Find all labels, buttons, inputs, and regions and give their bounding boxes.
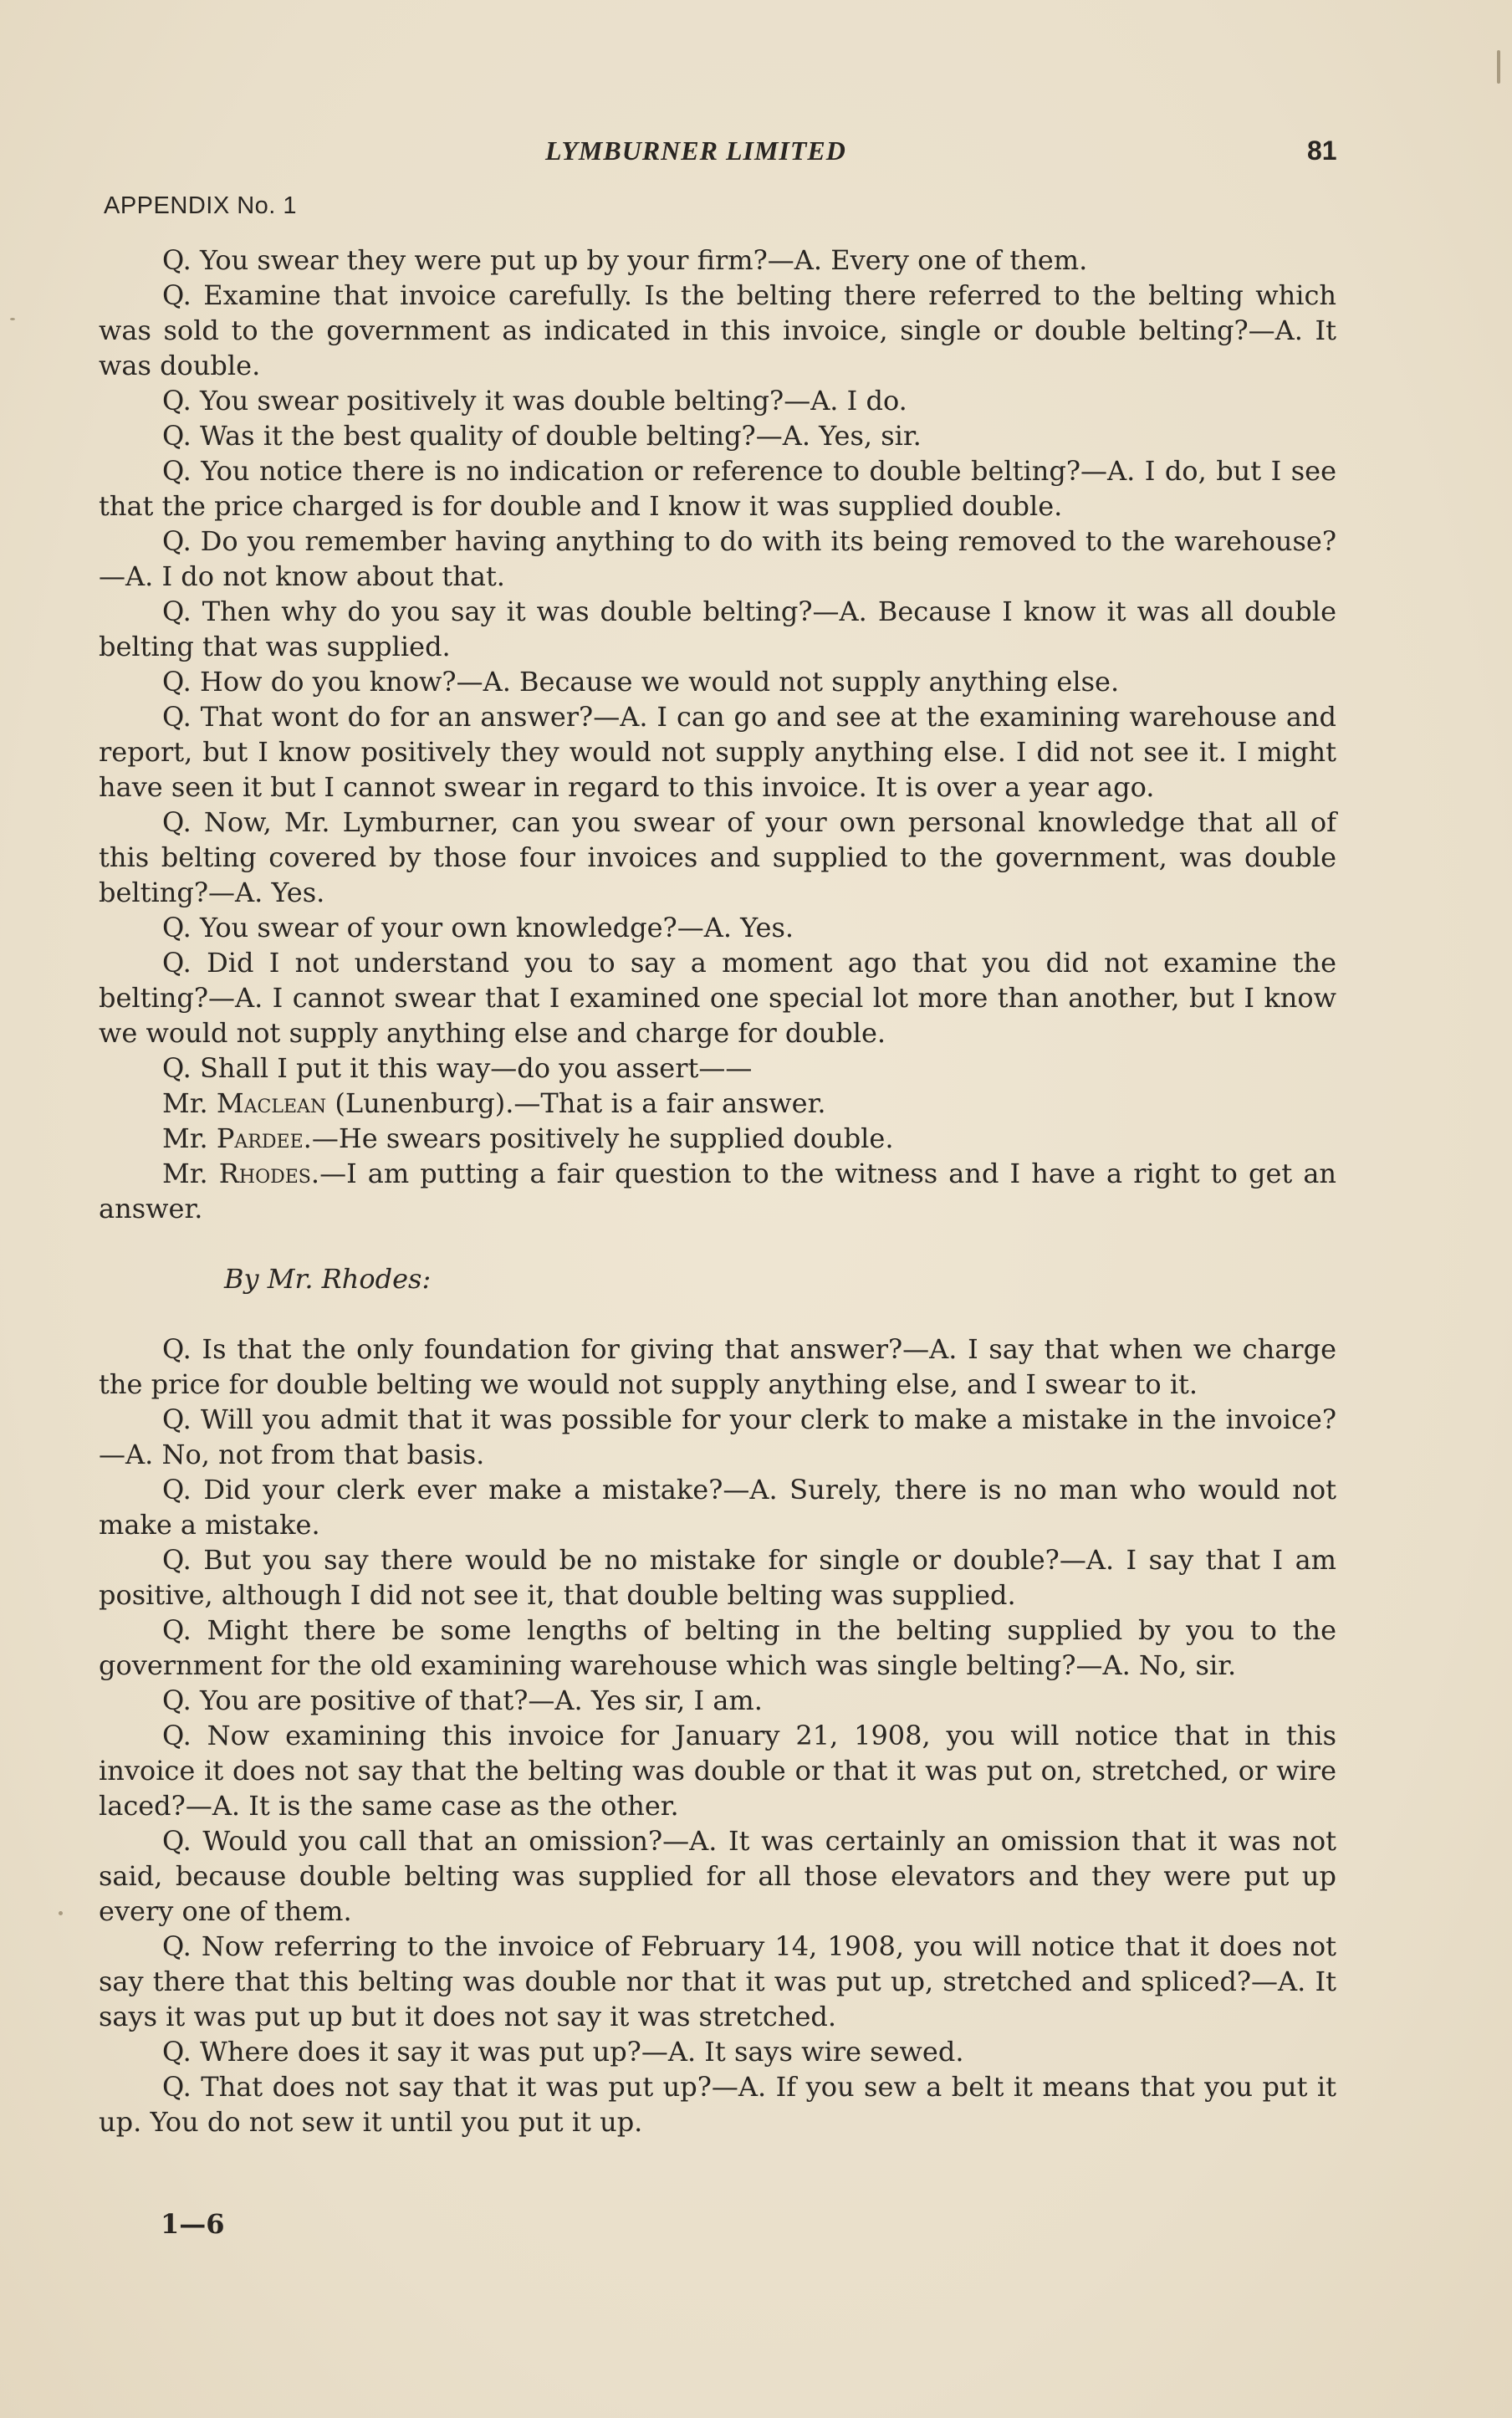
speaker-name: Maclean: [216, 1087, 327, 1119]
paragraph: Q. Will you admit that it was possible for your clerk to make a mistake in the invoice?—A. No, not from that basis.: [99, 1403, 1336, 1470]
paragraph: Q. Is that the only foundation for giving that answer?—A. I say that when we charge the price for double belting we would not supply anything else, and I swear to it.: [99, 1333, 1336, 1400]
paragraph: Q. You notice there is no indication or reference to double belting?—A. I do, but I see that the price charged is for double and I know it was supplied double.: [99, 455, 1336, 522]
paragraph: Q. Did your clerk ever make a mistake?—A. Surely, there is no man who would not make a mistake.: [99, 1474, 1336, 1541]
paper-speck: [10, 318, 15, 320]
signature-mark: 1—6: [161, 2208, 225, 2240]
paragraph: Q. Shall I put it this way—do you assert——: [162, 1052, 753, 1084]
paper-speck: [59, 1911, 63, 1915]
paragraph: Q. Now examining this invoice for January 21, 1908, you will notice that in this invoice it does not say that the belting was double or that it was put on, stretched, or wire laced?—A. It is the same case as the other.: [99, 1720, 1336, 1822]
paragraph: Q. You swear they were put up by your firm?—A. Every one of them.: [162, 244, 1088, 276]
running-title: LYMBURNER LIMITED: [545, 135, 846, 166]
speaker-text: .—I am putting a fair question to the witness and I have a right to get an answer.: [99, 1158, 1337, 1224]
speaker-paragraph: [99, 1156, 1336, 1226]
paragraph: Q. Would you call that an omission?—A. It was certainly an omission that it was not said, because double belting was supplied for all those elevators and they were put up every one of them.: [99, 1825, 1336, 1927]
section-heading: By Mr. Rhodes:: [224, 1263, 432, 1295]
speaker-paragraph: [99, 1086, 1336, 1121]
paragraph: Q. Then why do you say it was double belting?—A. Because I know it was all double belting that was supplied.: [99, 596, 1336, 662]
paragraph: Q. Examine that invoice carefully. Is the belting there referred to the belting which was sold to the government as indicated in this invoice, single or double belting?—A. It was double.: [99, 279, 1336, 381]
speaker-name: Rhodes: [218, 1158, 311, 1189]
body-text: [99, 243, 1336, 2139]
paragraph: Q. But you say there would be no mistake for single or double?—A. I say that I am positive, although I did not see it, that double belting was supplied.: [99, 1544, 1336, 1611]
paper-speck: [1497, 50, 1500, 84]
paragraph: Q. You are positive of that?—A. Yes sir, I am.: [162, 1684, 763, 1716]
paragraph: Q. Did I not understand you to say a moment ago that you did not examine the belting?—A. I cannot swear that I examined one special lot more than another, but I know we would not supply anything else and charge for double.: [99, 947, 1336, 1049]
paragraph: Q. Was it the best quality of double belting?—A. Yes, sir.: [162, 420, 922, 452]
speaker-prefix: Mr.: [162, 1122, 217, 1154]
paragraph: Q. Now referring to the invoice of February 14, 1908, you will notice that it does not say there that this belting was double nor that it was put up, stretched and spliced?—A. It says it was put up but it does not say it was stretched.: [99, 1930, 1336, 2032]
paragraph: Q. Where does it say it was put up?—A. It says wire sewed.: [162, 2036, 964, 2068]
appendix-label: APPENDIX No. 1: [104, 192, 298, 219]
speaker-text: .—He swears positively he supplied double.: [303, 1122, 894, 1154]
paragraph: Q. That wont do for an answer?—A. I can go and see at the examining warehouse and report, but I know positively they would not supply anything else. I did not see it. I might have seen it but I cannot swear in regard to this invoice. It is over a year ago.: [99, 701, 1336, 803]
paragraph: Q. How do you know?—A. Because we would not supply anything else.: [162, 666, 1120, 698]
speaker-text: (Lunenburg).—That is a fair answer.: [326, 1087, 826, 1119]
paragraph: Q. Now, Mr. Lymburner, can you swear of your own personal knowledge that all of this belting covered by those four invoices and supplied to the government, was double belting?—A. Yes.: [99, 806, 1336, 908]
paragraph: Q. Do you remember having anything to do with its being removed to the warehouse?—A. I do not know about that.: [99, 525, 1336, 592]
speaker-name: Pardee: [216, 1122, 304, 1154]
paragraph: Q. That does not say that it was put up?—A. If you sew a belt it means that you put it up. You do not sew it until you put it up.: [99, 2071, 1336, 2138]
page-number: 81: [1307, 135, 1337, 166]
paragraph: Q. Might there be some lengths of belting in the belting supplied by you to the government for the old examining warehouse which was single belting?—A. No, sir.: [99, 1614, 1336, 1681]
speaker-prefix: Mr.: [162, 1087, 217, 1119]
paragraph: Q. You swear of your own knowledge?—A. Yes.: [162, 912, 794, 943]
paragraph: Q. You swear positively it was double belting?—A. I do.: [162, 385, 907, 417]
speaker-prefix: Mr.: [162, 1158, 219, 1189]
speaker-paragraph: [99, 1121, 1336, 1156]
